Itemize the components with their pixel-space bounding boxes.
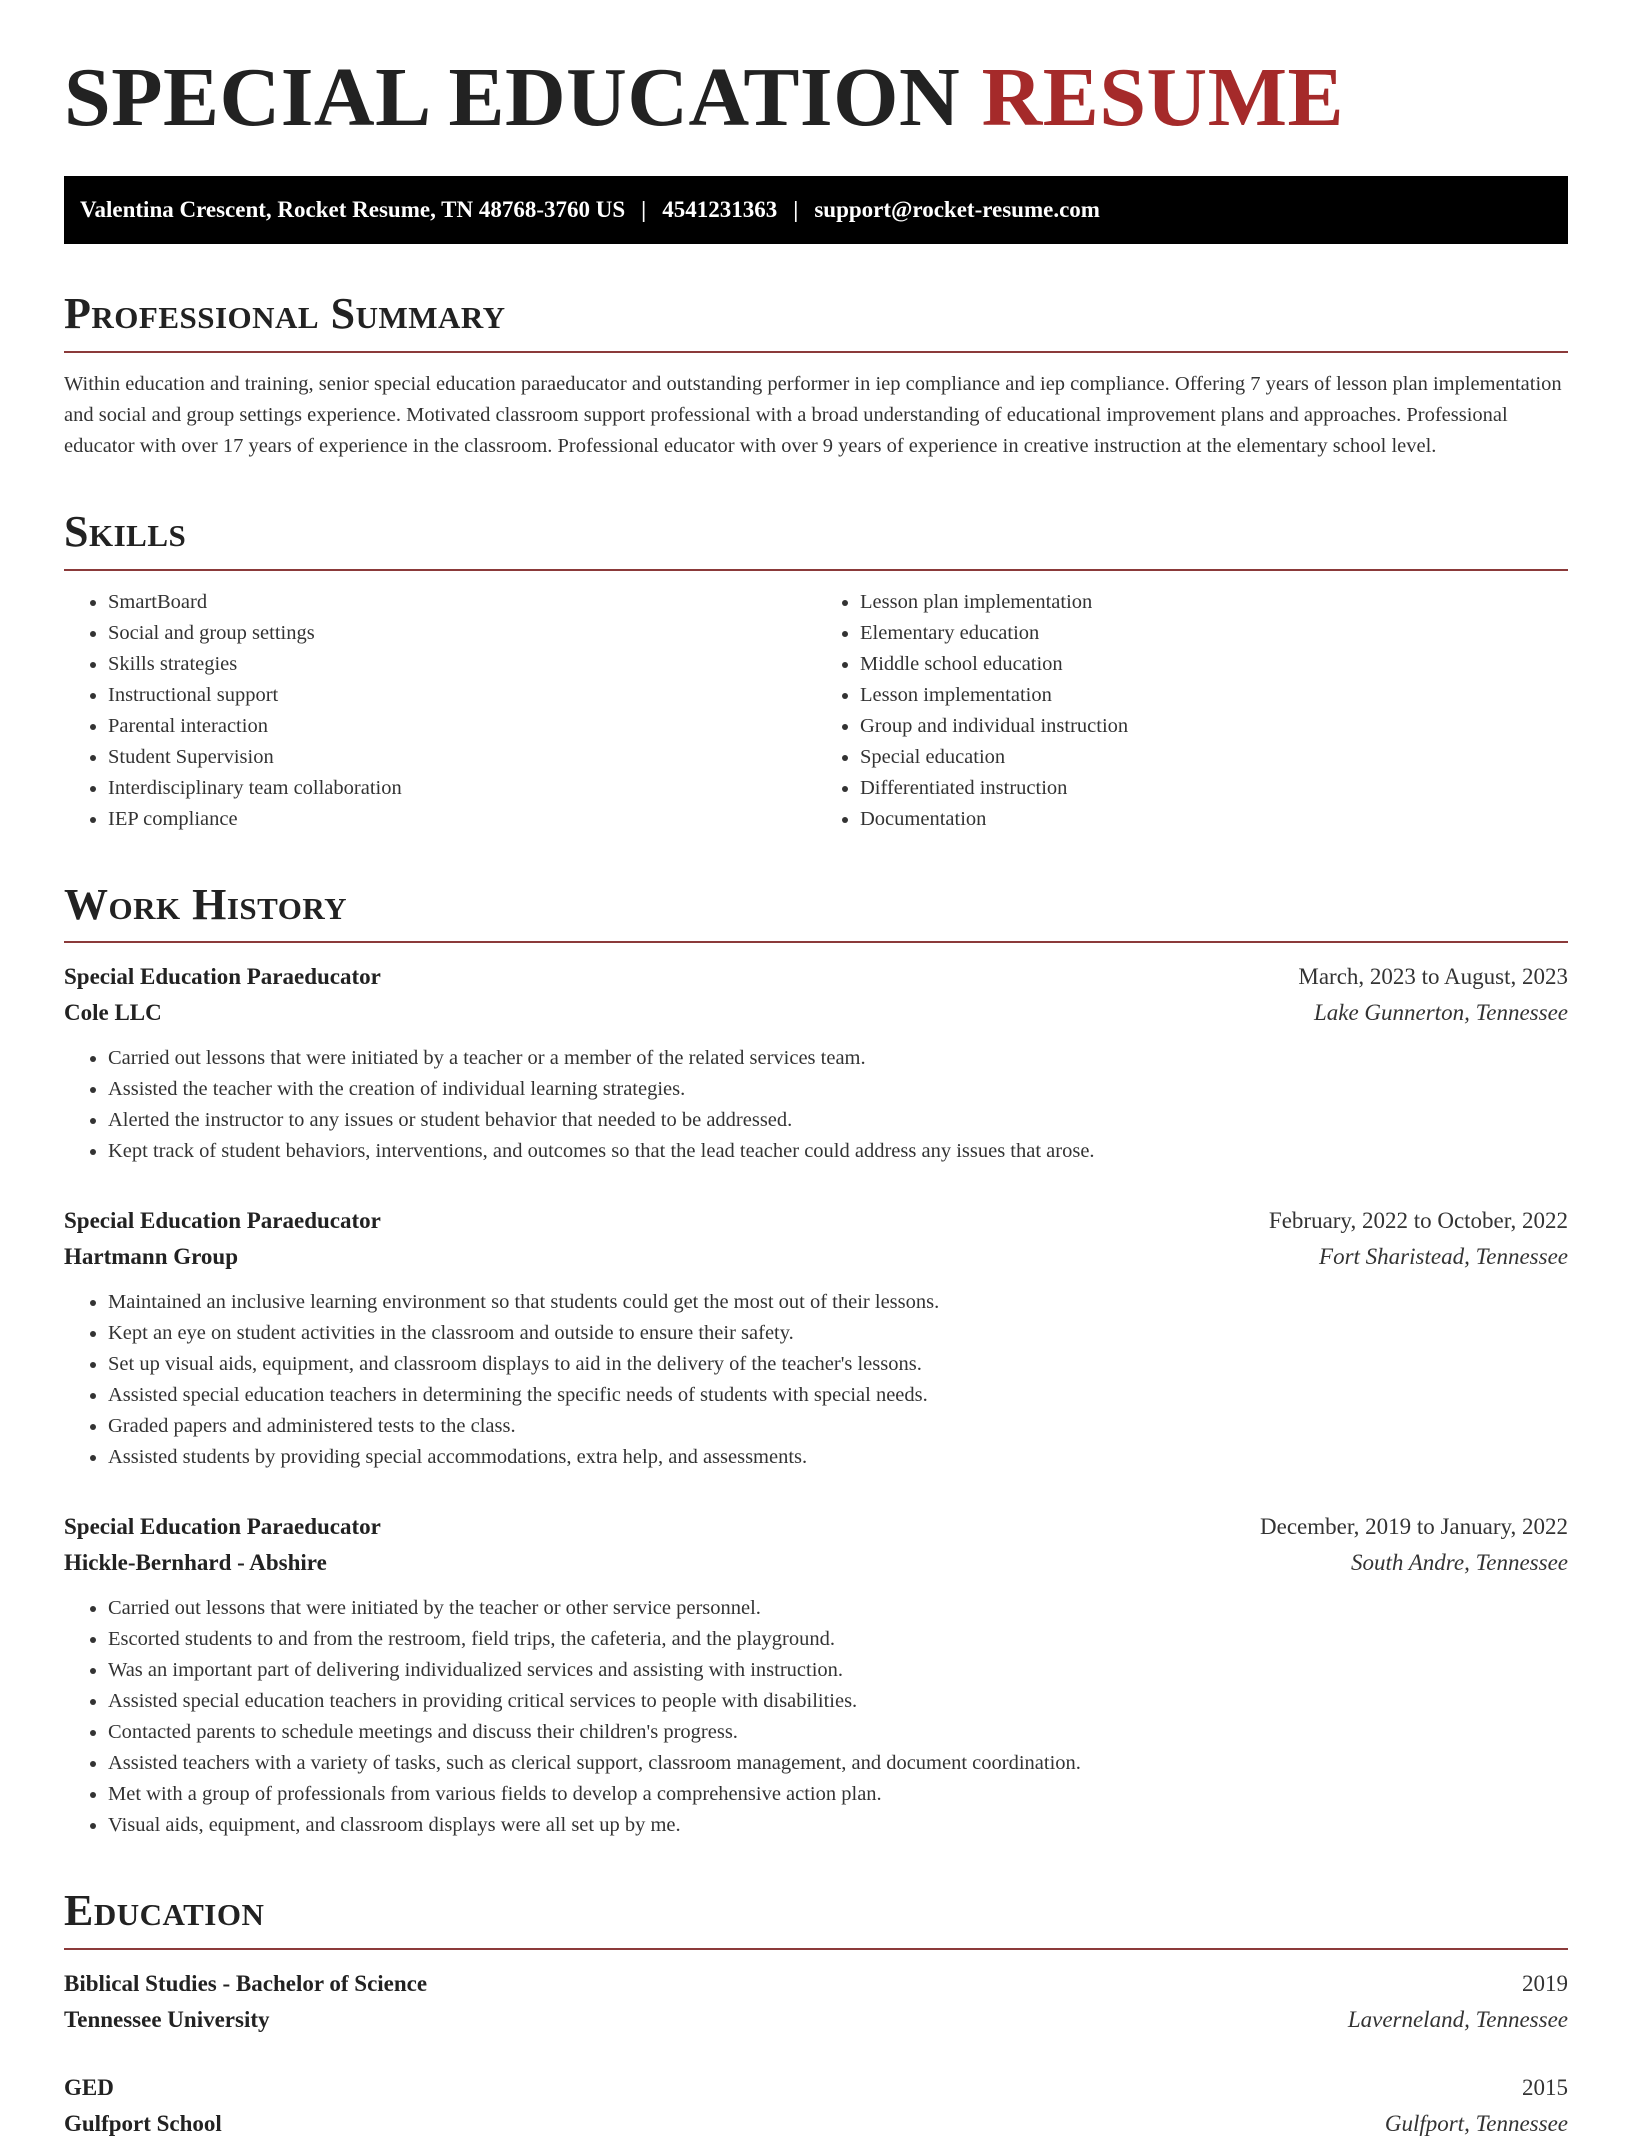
contact-address: Valentina Crescent, Rocket Resume, TN 48768-3760 US: [80, 197, 626, 222]
job-duties-list: [64, 1287, 1568, 1473]
job-duty: • Contacted parents to schedule meetings and discuss their children's progress.: [108, 1717, 1568, 1748]
skill-item: • Elementary education: [860, 618, 1568, 649]
skills-grid: [64, 587, 1568, 835]
job-location: Fort Sharistead, Tennessee: [1319, 1244, 1568, 1270]
job-duty: • Assisted special education teachers in providing critical services to people with disabilities.: [108, 1686, 1568, 1717]
skill-item: • Differentiated instruction: [860, 773, 1568, 804]
skill-item: • Documentation: [860, 804, 1568, 835]
job-duty: • Maintained an inclusive learning environment so that students could get the most out of their lessons.: [108, 1287, 1568, 1318]
job-duties-list: [64, 1593, 1568, 1841]
job-company: Cole LLC: [64, 1000, 162, 1026]
section-heading-work-history: Work History: [64, 879, 348, 929]
job-company-row: [64, 995, 1568, 1031]
skills-column-right: [816, 587, 1568, 835]
job-header-row: [64, 1509, 1568, 1545]
job-duty: • Assisted special education teachers in determining the specific needs of students with special needs.: [108, 1380, 1568, 1411]
education-year: 2019: [1522, 1971, 1568, 1997]
education-location: Gulfport, Tennessee: [1384, 2111, 1568, 2137]
job-entry: [64, 1509, 1568, 1841]
skill-item: • Parental interaction: [108, 711, 816, 742]
job-company-row: [64, 1239, 1568, 1275]
job-location: Lake Gunnerton, Tennessee: [1313, 1000, 1568, 1026]
education-section: [64, 1885, 1568, 2142]
resume-title: [64, 51, 1568, 144]
section-divider: [64, 569, 1568, 571]
contact-bar: [64, 176, 1568, 244]
job-title: Special Education Paraeducator: [64, 964, 381, 990]
job-duty: • Met with a group of professionals from various fields to develop a comprehensive action plan.: [108, 1779, 1568, 1810]
job-location: South Andre, Tennessee: [1351, 1550, 1568, 1576]
resume-title-main: SPECIAL EDUCATION: [64, 51, 961, 144]
section-heading-summary: Professional Summary: [64, 289, 506, 338]
education-school: Gulfport School: [64, 2111, 222, 2137]
education-school-row: [64, 2106, 1568, 2142]
job-duty: • Assisted teachers with a variety of tasks, such as clerical support, classroom management, and document coordination.: [108, 1748, 1568, 1779]
education-school-row: [64, 2002, 1568, 2038]
work-history-section: [64, 879, 1568, 1842]
job-dates: March, 2023 to August, 2023: [1298, 964, 1568, 990]
skill-item: • SmartBoard: [108, 587, 816, 618]
job-duty: • Kept an eye on student activities in the classroom and outside to ensure their safety.: [108, 1318, 1568, 1349]
job-duty: • Graded papers and administered tests to the class.: [108, 1411, 1568, 1442]
job-duties-list: [64, 1043, 1568, 1167]
job-duty: • Carried out lessons that were initiated by a teacher or a member of the related services team.: [108, 1043, 1568, 1074]
skill-item: • Special education: [860, 742, 1568, 773]
job-duty: • Visual aids, equipment, and classroom displays were all set up by me.: [108, 1810, 1568, 1841]
job-duty: • Assisted the teacher with the creation of individual learning strategies.: [108, 1074, 1568, 1105]
job-duty: • Kept track of student behaviors, interventions, and outcomes so that the lead teacher could address any issues that arose.: [108, 1136, 1568, 1167]
skill-item: • Interdisciplinary team collaboration: [108, 773, 816, 804]
section-heading-education: Education: [64, 1886, 265, 1936]
job-duty: • Escorted students to and from the restroom, field trips, the cafeteria, and the playground.: [108, 1624, 1568, 1655]
education-school: Tennessee University: [64, 2007, 270, 2033]
section-divider: [64, 1948, 1568, 1950]
skill-item: • IEP compliance: [108, 804, 816, 835]
education-year: 2015: [1522, 2075, 1568, 2101]
job-header-row: [64, 1203, 1568, 1239]
job-duty: • Set up visual aids, equipment, and classroom displays to aid in the delivery of the teacher's lessons.: [108, 1349, 1568, 1380]
job-duty: • Was an important part of delivering individualized services and assisting with instruction.: [108, 1655, 1568, 1686]
section-heading-skills: Skills: [64, 506, 187, 556]
job-duty: • Alerted the instructor to any issues or student behavior that needed to be addressed.: [108, 1105, 1568, 1136]
job-dates: December, 2019 to January, 2022: [1260, 1514, 1568, 1540]
skill-item: • Social and group settings: [108, 618, 816, 649]
contact-email: support@rocket-resume.com: [814, 197, 1100, 222]
contact-separator: |: [641, 197, 647, 222]
education-entry: [64, 2070, 1568, 2142]
contact-separator: |: [793, 197, 799, 222]
education-entry: [64, 1966, 1568, 2038]
education-header-row: [64, 1966, 1568, 2002]
skill-item: • Student Supervision: [108, 742, 816, 773]
education-header-row: [64, 2070, 1568, 2106]
professional-summary-section: [64, 288, 1568, 462]
job-entry: [64, 959, 1568, 1167]
contact-phone: 4541231363: [662, 197, 778, 222]
job-entry: [64, 1203, 1568, 1473]
education-location: Laverneland, Tennessee: [1347, 2007, 1568, 2033]
job-title: Special Education Paraeducator: [64, 1514, 381, 1540]
job-dates: February, 2022 to October, 2022: [1268, 1208, 1568, 1234]
skills-column-left: [64, 587, 816, 835]
education-degree: GED: [64, 2075, 114, 2101]
section-divider: [64, 941, 1568, 943]
skill-item: • Middle school education: [860, 649, 1568, 680]
summary-text: Within education and training, senior special education paraeducator and outstanding performer in iep compliance and iep compliance. Offering 7 years of lesson plan implementation and social and group settings experience. Motivated classroom support professional with a broad understanding of educational improvement plans and approaches. Professional educator with over 17 years of experience in the classroom. Professional educator with over 9 years of experience in creative instruction at the elementary school level.: [64, 372, 1562, 457]
job-duty: • Assisted students by providing special accommodations, extra help, and assessments.: [108, 1442, 1568, 1473]
job-title: Special Education Paraeducator: [64, 1208, 381, 1234]
job-company: Hickle-Bernhard - Abshire: [64, 1550, 327, 1576]
skill-item: • Skills strategies: [108, 649, 816, 680]
job-company: Hartmann Group: [64, 1244, 239, 1270]
job-company-row: [64, 1545, 1568, 1581]
job-duty: • Carried out lessons that were initiated by the teacher or other service personnel.: [108, 1593, 1568, 1624]
resume-title-accent: RESUME: [981, 51, 1345, 144]
skill-item: • Instructional support: [108, 680, 816, 711]
skill-item: • Lesson plan implementation: [860, 587, 1568, 618]
section-divider: [64, 351, 1568, 353]
skill-item: • Lesson implementation: [860, 680, 1568, 711]
education-degree: Biblical Studies - Bachelor of Science: [64, 1971, 428, 1997]
skills-section: [64, 506, 1568, 835]
skill-item: • Group and individual instruction: [860, 711, 1568, 742]
job-header-row: [64, 959, 1568, 995]
